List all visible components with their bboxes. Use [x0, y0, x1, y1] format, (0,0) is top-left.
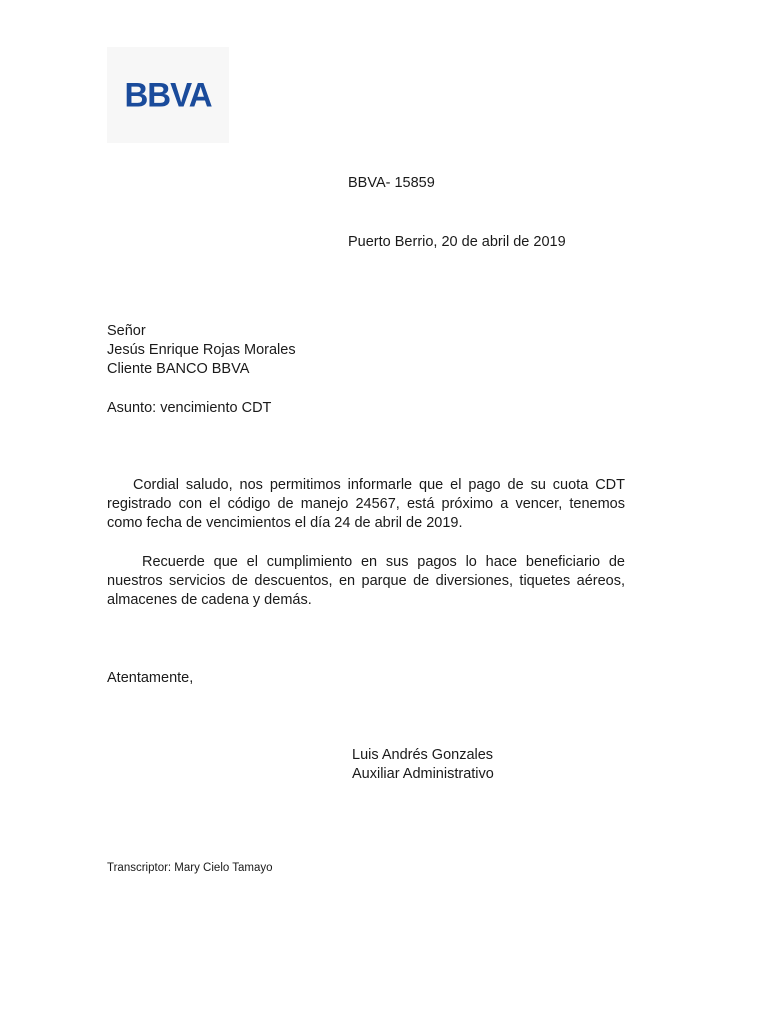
place-date: Puerto Berrio, 20 de abril de 2019: [348, 234, 566, 250]
bbva-logo-text: BBVA: [124, 75, 212, 114]
subject-line: Asunto: vencimiento CDT: [107, 400, 272, 416]
recipient-name: Jesús Enrique Rojas Morales: [107, 342, 296, 358]
bbva-logo: [107, 47, 229, 143]
transcriptor-note: Transcriptor: Mary Cielo Tamayo: [107, 862, 273, 874]
signatory-name: Luis Andrés Gonzales: [352, 747, 494, 763]
body-paragraph-1: Cordial saludo, nos permitimos informarle que el pago de su cuota CDT registrado con el código de manejo 24567, está próximo a vencer, tenemos como fecha de vencimientos el día 24 de abril de 2019.: [107, 477, 625, 531]
body-paragraph-2: Recuerde que el cumplimiento en sus pagos lo hace beneficiario de nuestros servicios de descuentos, en parque de diversiones, tiquetes aéreos, almacenes de cadena y demás.: [107, 554, 625, 608]
recipient-salutation: Señor: [107, 323, 146, 339]
reference-number: BBVA- 15859: [348, 175, 435, 191]
closing: Atentamente,: [107, 670, 194, 686]
signatory-title: Auxiliar Administrativo: [352, 766, 494, 782]
recipient-role: Cliente BANCO BBVA: [107, 361, 250, 377]
